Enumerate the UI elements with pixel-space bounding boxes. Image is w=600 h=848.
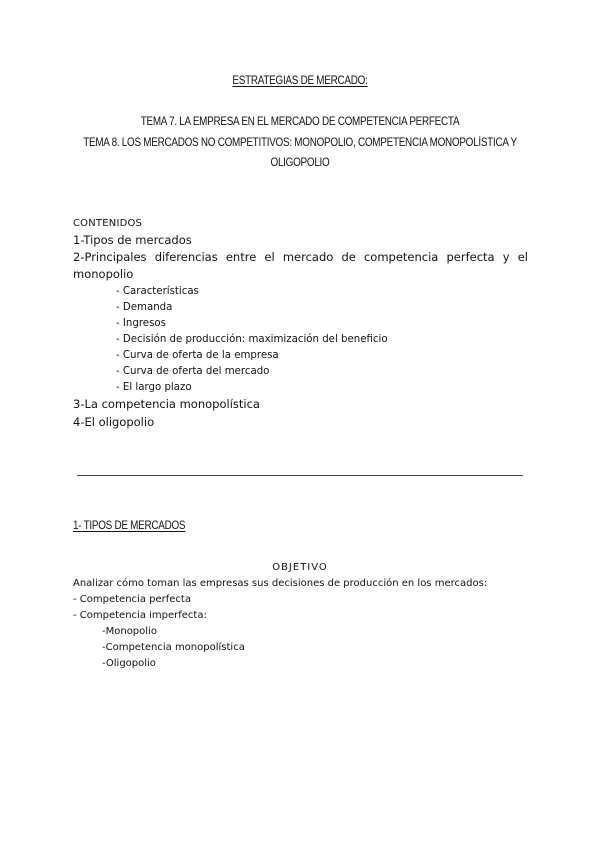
contenidos-item-4: 4-El oligopolio [73, 415, 155, 429]
contenidos-heading: CONTENIDOS [73, 218, 143, 229]
subitem-decision-produccion: - Decisión de producción: maximización del beneficio [116, 334, 388, 345]
word: 2-Principales [73, 250, 147, 264]
item-competencia-imperfecta: - Competencia imperfecta: [73, 610, 207, 621]
word: de [341, 250, 356, 264]
word: y [502, 250, 510, 264]
contenidos-item-2-line1 [73, 249, 528, 266]
contenidos-item-2-line2: monopolio [73, 267, 134, 281]
contenidos-item-3: 3-La competencia monopolística [73, 397, 260, 411]
subitem-ingresos: - Ingresos [116, 318, 166, 329]
objetivo-intro: Analizar cómo toman las empresas sus decisiones de producción en los mercados: [73, 578, 488, 589]
word: competencia [363, 250, 439, 264]
word: perfecta [446, 250, 495, 264]
tema8-heading-line2: OLIGOPOLIO [270, 157, 330, 169]
subitem-oligopolio: -Oligopolio [102, 658, 156, 669]
section-1-title: 1- TIPOS DE MERCADOS [73, 520, 186, 532]
word: mercado [282, 250, 334, 264]
subitem-demanda: - Demanda [116, 302, 173, 313]
subitem-competencia-monopolistica: -Competencia monopolística [102, 642, 245, 653]
tema8-heading-line1: TEMA 8. LOS MERCADOS NO COMPETITIVOS: MONOPOLIO, COMPETENCIA MONOPOLÍSTICA Y [83, 137, 517, 149]
tema7-heading: TEMA 7. LA EMPRESA EN EL MERCADO DE COMPETENCIA PERFECTA [140, 116, 460, 128]
word: el [517, 250, 528, 264]
objetivo-label: OBJETIVO [272, 562, 328, 573]
item-competencia-perfecta: - Competencia perfecta [73, 594, 191, 605]
subitem-caracteristicas: - Características [116, 286, 199, 297]
subitem-largo-plazo: - El largo plazo [116, 382, 192, 393]
word: el [264, 250, 275, 264]
word: entre [225, 250, 257, 264]
subitem-curva-oferta-empresa: - Curva de oferta de la empresa [116, 350, 279, 361]
document-title: ESTRATEGIAS DE MERCADO: [232, 75, 368, 87]
subitem-monopolio: -Monopolio [102, 626, 157, 637]
word: diferencias [154, 250, 218, 264]
horizontal-divider [77, 475, 523, 476]
contenidos-item-1: 1-Tipos de mercados [73, 233, 192, 247]
subitem-curva-oferta-mercado: - Curva de oferta del mercado [116, 366, 270, 377]
